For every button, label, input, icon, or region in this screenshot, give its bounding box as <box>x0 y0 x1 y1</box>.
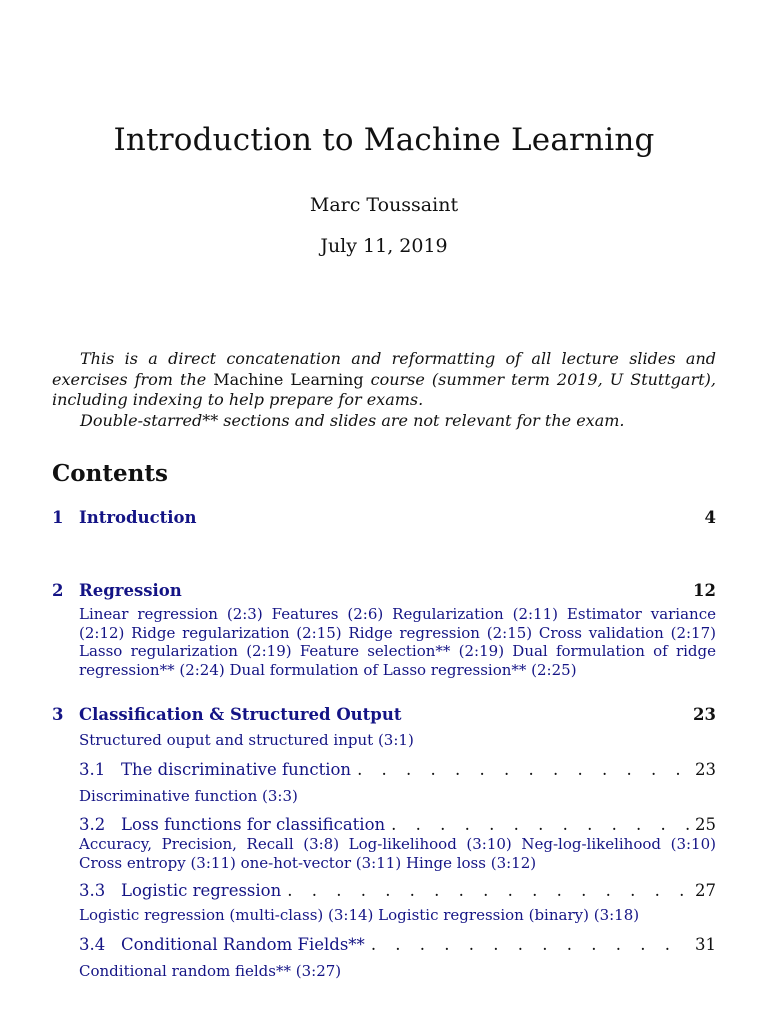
date: July 11, 2019 <box>320 235 448 257</box>
subsection-page: 23 <box>695 760 716 779</box>
index-links[interactable]: Conditional random fields** (3:27) <box>79 962 342 980</box>
section-3-index[interactable] <box>79 731 716 750</box>
section-number[interactable]: 1 <box>52 508 64 527</box>
abstract <box>52 349 716 431</box>
subsection-number[interactable]: 3.1 <box>79 760 106 779</box>
index-links[interactable]: Discriminative function (3:3) <box>79 787 298 805</box>
contents-heading: Contents <box>52 460 168 487</box>
subsection-page: 25 <box>695 815 716 834</box>
section-title[interactable]: Regression <box>79 581 182 600</box>
subsection-3-4-index[interactable] <box>79 962 716 981</box>
abstract-text: course (summer term 2019, U Stuttgart), including indexing to help prepare for exams. <box>52 369 716 409</box>
dot-leader <box>357 760 689 779</box>
subsection-3-3-index[interactable] <box>79 906 716 925</box>
subsection-title[interactable]: Logistic regression <box>121 881 282 900</box>
section-title[interactable]: Introduction <box>79 508 197 527</box>
toc-subsection-3-3[interactable] <box>79 881 716 900</box>
abstract-paragraph-1 <box>52 349 716 411</box>
subsection-title[interactable]: Conditional Random Fields** <box>121 935 365 954</box>
section-number[interactable]: 3 <box>52 705 64 724</box>
index-links[interactable]: Logistic regression (multi-class) (3:14) Logistic regression (binary) (3:18) <box>79 906 640 924</box>
abstract-paragraph-2: Double-starred** sections and slides are not relevant for the exam. <box>80 410 625 430</box>
toc-section-1[interactable] <box>52 508 716 527</box>
index-links[interactable]: Structured ouput and structured input (3:1) <box>79 731 414 749</box>
document-page <box>52 0 716 1024</box>
dot-leader <box>371 935 689 954</box>
subsection-3-1-index[interactable] <box>79 787 716 806</box>
section-title[interactable]: Classification & Structured Output <box>79 705 402 724</box>
subsection-number[interactable]: 3.2 <box>79 815 106 834</box>
toc-subsection-3-2[interactable] <box>79 815 716 834</box>
subsection-number[interactable]: 3.3 <box>79 881 106 900</box>
toc-subsection-3-1[interactable] <box>79 760 716 779</box>
toc-section-2[interactable] <box>52 581 716 600</box>
section-number[interactable]: 2 <box>52 581 64 600</box>
dot-leader <box>287 881 689 900</box>
subsection-page: 31 <box>695 935 716 954</box>
document-title: Introduction to Machine Learning <box>113 122 655 158</box>
section-page: 23 <box>693 705 716 724</box>
subsection-number[interactable]: 3.4 <box>79 935 106 954</box>
toc-section-3[interactable] <box>52 705 716 724</box>
toc-subsection-3-4[interactable] <box>79 935 716 954</box>
index-links[interactable]: Linear regression (2:3) Features (2:6) Regularization (2:11) Estimator variance (2:12) Ridge regularization (2:15) Ridge regression (2:15) Cross validation (2:17) Lasso regularization (2:19) Feature selection** (2:19) Dual formulation of ridge regression** (2:24) Dual formulation of Lasso regression** (2:25) <box>79 605 716 679</box>
section-page: 12 <box>693 581 716 600</box>
subsection-3-2-index[interactable] <box>79 835 716 872</box>
subsection-title[interactable]: The discriminative function <box>121 760 352 779</box>
section-page: 4 <box>704 508 716 527</box>
subsection-title[interactable]: Loss functions for classification <box>121 815 386 834</box>
subsection-page: 27 <box>695 881 716 900</box>
section-2-index[interactable] <box>79 605 716 679</box>
dot-leader <box>391 815 689 834</box>
abstract-text: This is a direct concatenation and reformatting of all lecture slides and exercises from the <box>52 349 716 389</box>
course-name: Machine Learning <box>213 369 364 389</box>
author: Marc Toussaint <box>309 194 459 216</box>
index-links[interactable]: Accuracy, Precision, Recall (3:8) Log-likelihood (3:10) Neg-log-likelihood (3:10) Cross entropy (3:11) one-hot-vector (3:11) Hinge loss (3:12) <box>79 835 716 872</box>
